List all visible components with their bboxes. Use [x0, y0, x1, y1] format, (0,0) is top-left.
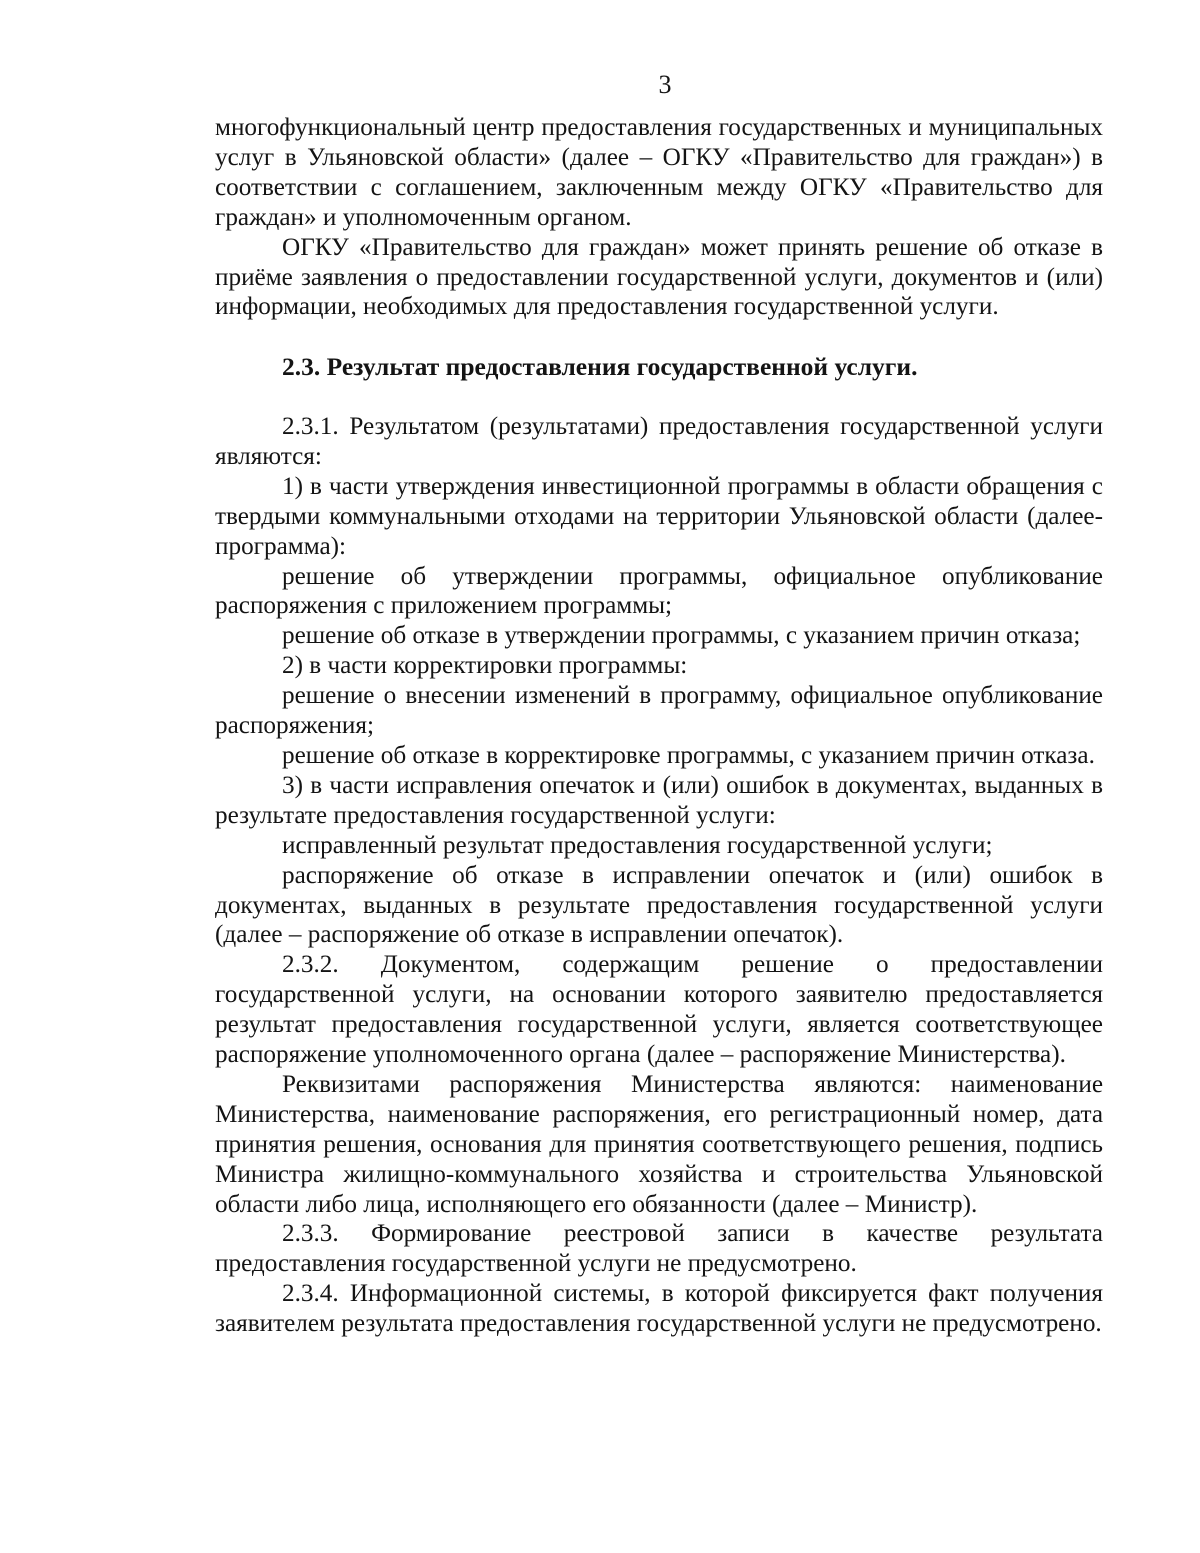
paragraph-2-3-2: 2.3.2. Документом, содержащим решение о предоставлении государственной услуги, на основании которого заявителю предоставляется результат предоставления государственной услуги, является соответствующее распоряжение уполномоченного органа (далее – распоряжение Министерства).	[215, 951, 1103, 1069]
paragraph-approval-decision: решение об утверждении программы, официальное опубликование распоряжения с приложением программы;	[215, 562, 1103, 620]
paragraph-amendment-refusal: решение об отказе в корректировке программы, с указанием причин отказа.	[282, 741, 1095, 769]
paragraph-item-1: 1) в части утверждения инвестиционной программы в области обращения с твердыми коммунальными отходами на территории Ульяновской области (далее-программа):	[215, 472, 1103, 560]
paragraph-amendment-decision: решение о внесении изменений в программу, официальное опубликование распоряжения;	[215, 682, 1103, 740]
paragraph-item-3: 3) в части исправления опечаток и (или) ошибок в документах, выданных в результате предоставления государственной услуги:	[215, 771, 1103, 829]
intro-text-block	[215, 113, 1103, 322]
section-heading: 2.3. Результат предоставления государственной услуги.	[282, 352, 918, 381]
paragraph-approval-refusal: решение об отказе в утверждении программы, с указанием причин отказа;	[282, 622, 1081, 650]
paragraph-order-details: Реквизитами распоряжения Министерства являются: наименование Министерства, наименование распоряжения, его регистрационный номер, дата принятия решения, основания для принятия соответствующего решения, подпись Министра жилищно-коммунального хозяйства и строительства Ульяновской области либо лица, исполняющего его обязанности (далее – Министр).	[215, 1070, 1103, 1218]
paragraph-corrected-result: исправленный результат предоставления государственной услуги;	[282, 831, 993, 859]
paragraph-correction-refusal: распоряжение об отказе в исправлении опечаток и (или) ошибок в документах, выданных в результате предоставления государственной услуги (далее – распоряжение об отказе в исправлении опечаток).	[215, 861, 1103, 949]
paragraph-item-2: 2) в части корректировки программы:	[282, 652, 688, 680]
intro-paragraph-refusal: ОГКУ «Правительство для граждан» может принять решение об отказе в приёме заявления о предоставлении государственной услуги, документов и (или) информации, необходимых для предоставления государственной услуги.	[215, 233, 1103, 321]
paragraph-2-3-1: 2.3.1. Результатом (результатами) предоставления государственной услуги являются:	[215, 413, 1103, 470]
paragraph-2-3-3: 2.3.3. Формирование реестровой записи в качестве результата предоставления государственной услуги не предусмотрено.	[215, 1220, 1103, 1278]
intro-paragraph-continuation: многофункциональный центр предоставления государственных и муниципальных услуг в Ульяновской области» (далее – ОГКУ «Правительство для граждан») в соответствии с соглашением, заключенным между ОГКУ «Правительство для граждан» и уполномоченным органом.	[215, 114, 1103, 231]
section-heading-block	[215, 352, 1103, 382]
paragraph-2-3-4: 2.3.4. Информационной системы, в которой фиксируется факт получения заявителем результата предоставления государственной услуги не предусмотрено.	[215, 1280, 1103, 1338]
page-number: 3	[658, 70, 672, 99]
section-body-block	[215, 412, 1103, 1339]
